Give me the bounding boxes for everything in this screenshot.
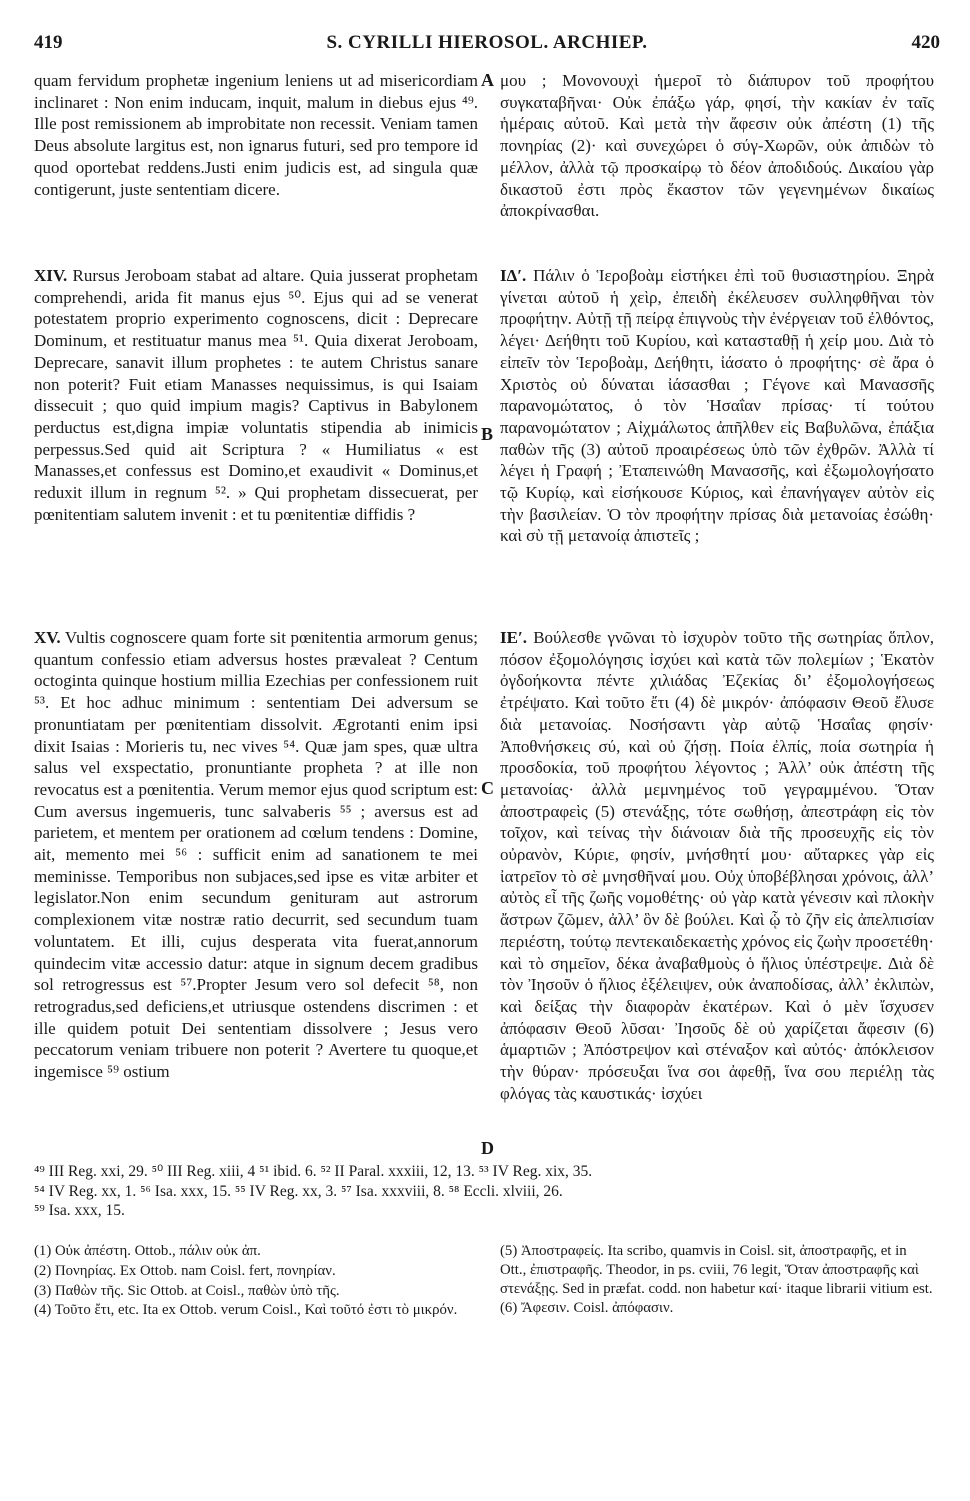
critical-notes-right xyxy=(500,1242,934,1318)
section-number: ΙΕʹ. xyxy=(500,628,527,647)
section-number: ΙΔʹ. xyxy=(500,266,527,285)
latin-paragraph: XIV. Rursus Jeroboam stabat ad altare. Quia jusserat prophetam comprehendi, arida fit manus ejus ⁵⁰. Ejus qui ad se venerat potestatem proprio experimento cognoscens, dicit : Deprecare Dominum, et restituatur manus mea ⁵¹. Quia dixerat Jeroboam, Deprecare, sanavit illum prophetes : te autem Christus sanare non poterit? Fuit etiam Manasses nequissimus, is qui Isaiam dissecuit ; quo quid impium magis? Captivus in Babylonem perductus est,digna impiæ voluntatis stipendia ab inimicis perpessus.Sed quid ait Scriptura ? « Humiliatus « est Manasses,et confessus est Domino,et exaudivit « Dominus,et reduxit illum in regnum ⁵². » Qui prophetam dissecuerat, per pœnitentiam salutem invenit : et tu pœnitentiæ diffidis ? xyxy=(34,266,479,524)
section-number: XV. xyxy=(34,628,61,647)
margin-letter-a: A xyxy=(481,70,494,90)
critical-note: (6) Ἄφεσιν. Coisl. ἀπόφασιν. xyxy=(500,1300,674,1317)
reference-line: ⁵⁴ IV Reg. xx, 1. ⁵⁶ Isa. xxx, 15. ⁵⁵ IV Reg. xx, 3. ⁵⁷ Isa. xxxviii, 8. ⁵⁸ Eccli. xlviii, 26. xyxy=(34,1182,563,1200)
reference-line: ⁵⁹ Isa. xxx, 15. xyxy=(34,1202,125,1219)
greek-section-14 xyxy=(500,265,934,547)
greek-paragraph: μου ; Μονονουχὶ ἡμεροῖ τὸ διάπυρον τοῦ προφήτου συγκαταβῆναι· Οὐκ ἐπάξω γάρ, φησί, τὴν κακίαν ἐν ταῖς ἡμέραις αὐτοῦ. Καὶ μετὰ τὴν ἄφεσιν οὐκ ἀπέστη (1) τῆς πονηρίας (2)· καὶ συνεχώρει ὁ σύγ-Χωρῶν, οὐκ ἀπιδὼν τὸ μέλλον, ἀλλὰ τῷ προσκαίρῳ τὸ δέον ἀποδιδούς. Δικαίου γὰρ δικαστοῦ ἐστι πρὸς ἕκαστον τῶν γεγενημένων δικαίως ἀποκρίνασθαι. xyxy=(500,71,934,221)
running-title: S. CYRILLI HIEROSOL. ARCHIEP. xyxy=(326,32,648,53)
latin-section-15 xyxy=(34,627,478,1083)
margin-letter-c: C xyxy=(481,778,494,798)
greek-paragraph: ΙΕʹ. Βούλεσθε γνῶναι τὸ ἰσχυρὸν τοῦτο τῆς σωτηρίας ὅπλον, πόσον ἐξομολόγησις ἰσχύει καὶ κατὰ τῶν πολεμίων ; Ἑκατὸν ὀγδοήκοντα πέντε χιλιάδας Ἐζεκίας δι’ ἐξομολογήσεως ἐτρέψατο. Καὶ τοῦτο ἔτι (4) δὲ μικρόν· ἀπόφασιν Θεοῦ ἔλυσε διὰ μετανοίας. Νοσήσαντι γὰρ αὐτῷ Ἡσαΐας φησίν· Ἀποθνήσκεις σύ, καὶ οὐ ζήσῃ. Ποία ἐλπίς, ποία σωτηρία ἡ προσδοκία, τοῦ προφήτου λέγοντος ; Ἀλλ’ οὐκ ἀπέστη τῆς μετανοίας· ἀλλὰ μεμνημένος τοῦ γεγραμμένου. Ὅταν ἀποστραφεὶς (5) στενάξῃς, τότε σωθήσῃ, ἀπεστράφη εἰς τὸν τοῖχον, καὶ τείνας τὴν διάνοιαν διὰ τῆς προσευχῆς εἰς τὸν οὐρανὸν, Κύριε, φησίν, μνήσθητί μου· αὔταρκες γὰρ εἰς ἰατρεῖον τὸ σὲ μνησθῆναί μου. Οὐχ ὑποβέβλησαι χρόνοις, ἀλλ’ αὐτὸς εἶ τῆς ζωῆς νομοθέτης· οὐ γὰρ κατὰ γένεσιν καὶ πλοκὴν ἄστρων ζῶμεν, ἀλλ’ ὃν δὲ βούλει. Καὶ ᾧ τὸ ζῆν εἰς ἀπελπισίαν περιέστη, τούτῳ πεντεκαιδεκαετὴς χρόνος εἰς ζωὴν προσετέθη· καὶ τὸ σημεῖον, δέκα ἀναβαθμοὺς ὁ ἥλιος ὑπέστρεψε. Διὰ δὲ τὸν Ἰησοῦν ὁ ἥλιος ἐξέλειψεν, οὐκ ἀναποδίσας, ἀλλ’ ἐκλιπὼν, καὶ δείξας τὴν διαφορὰν ἑκατέρων. Καὶ ὁ μὲν ἴσχυσεν ἀπόφασιν Θεοῦ λῦσαι· Ἰησοῦς δὲ οὐ χαρίζεται ἄφεσιν (6) ἁμαρτιῶν ; Ἀπόστρεψον καὶ στέναξον καὶ αὐτός· ἀπόκλεισον τὴν θύραν· πρόσευξαι ἵνα σοι ἀφεθῇ, ἵνα σου περιέλῃ τὰς φλόγας τὰς καυστικάς· ἰσχύει xyxy=(500,628,934,1103)
greek-paragraph: ΙΔʹ. Πάλιν ὁ Ἱεροβοὰμ εἱστήκει ἐπὶ τοῦ θυσιαστηρίου. Ξηρὰ γίνεται αὐτοῦ ἡ χεὶρ, ἐπειδὴ ἐκέλευσεν συλληφθῆναι τὸν προφήτην. Αὐτῇ τῇ πείρᾳ ἐπιγνοὺς τὴν ἐνέργειαν τοῦ ἐλθόντος, λέγει· Δεήθητι τοῦ Κυρίου, καὶ κατασταθῇ ἡ χείρ μου. Διὰ τὸ εἰπεῖν τὸν Ἱεροβοὰμ, Δεήθητι, ἰάσατο ὁ προφήτης· σὲ ἄρα ὁ Χριστὸς οὐ δύναται ἰάσασθαι ; Γέγονε καὶ Μανασσῆς παρανομώτατος, ὁ τὸν Ἡσαΐαν πρίσας· τί τούτου παρανομώτατον ; Αἰχμάλωτος ἀπῆλθεν εἰς Βαβυλῶνα, ἐπάξια παθὼν τῆς (3) αὐτοῦ προαιρέσεως ὑπὸ τῶν ἐχθρῶν. Ἀλλὰ τί λέγει ἡ Γραφή ; Ἐταπεινώθη Μανασσῆς, καὶ ἐξωμολογήσατο τῷ Κυρίῳ, καὶ εἰσήκουσε Κύριος, καὶ ἐπανήγαγεν αὐτὸν εἰς τὴν βασιλείαν. Ὁ τὸν προφήτην πρίσας διὰ μετανοίας ἐσώθη· καὶ σὺ τῇ μετανοίᾳ ἀπιστεῖς ; xyxy=(500,266,934,546)
critical-notes-left xyxy=(34,1242,464,1320)
critical-note: (4) Τοῦτο ἔτι, etc. Ita ex Ottob. verum Coisl., Καὶ τοῦτό ἐστι τὸ μικρόν. xyxy=(34,1302,458,1319)
margin-letter-d: D xyxy=(481,1138,494,1158)
greek-section-1 xyxy=(500,70,934,222)
page-number-left: 419 xyxy=(34,32,63,53)
greek-section-15 xyxy=(500,627,934,1104)
critical-note: (2) Πονηρίας. Ex Ottob. nam Coisl. fert, πονηρίαν. xyxy=(34,1262,336,1279)
scripture-references xyxy=(34,1162,936,1221)
latin-paragraph: quam fervidum prophetæ ingenium leniens ut ad misericordiam inclinaret : Non enim inducam, inquit, malum in diebus ejus ⁴⁹. Ille post remissionem ab improbitate non recessit. Veniam tamen Deus absolute largitus est, non ignarus futuri, sed pro tempore id quod oportebat reddens.Justi enim judicis est, ad singula quæ contigerunt, juste sententiam dicere. xyxy=(34,71,478,199)
latin-paragraph: XV. Vultis cognoscere quam forte sit pœnitentia armorum genus; quantum confessio etiam adversus hostes prævaleat ? Centum octoginta quinque hostium millia Ezechias per confessionem ruit ⁵³. Et hoc adhuc minimum : sententiam Dei adversum se pronuntiatam per pœnitentiam dissolvit. Ægrotanti enim ipsi dixit Isaias : Morieris tu, nec vives ⁵⁴. Quæ jam spes, quæ ultra salus vel exspectatio, pronuntiante propheta ? at ille non revocatus est a pœnitentia. Verum memor ejus quod scriptum est: Cum aversus ingemueris, tunc salvaberis ⁵⁵ ; aversus est ad parietem, et mentem per orationem ad cœlum tendens : Domine, ait, memento mei ⁵⁶ : sufficit enim ad sanationem te mei meminisse. Temporibus non subjaces,sed ipse es vitæ arbiter et legislator.Non enim secundum genituram aut astrorum complexionem vitæ nostræ ratio decurrit, sed secundum tuam voluntatem. Et illi, cujus desperata vita fuerat,annorum quindecim vitæ accessio datur: atque in signum decem gradibus sol retrogressus est ⁵⁷.Propter Jesum vero sol defecit ⁵⁸, non retrogradus,sed deficiens,et utriusque ostendens discrimen : et ille quidem potuit Dei sententiam dissolvere ; Jesus vero peccatorum veniam tribuere non poterit ? Avertere tu quoque,et ingemisce ⁵⁹ ostium xyxy=(34,628,478,1082)
page-number-right: 420 xyxy=(911,32,940,53)
section-number: XIV. xyxy=(34,266,68,285)
critical-note: (1) Οὐκ ἀπέστη. Ottob., πάλιν οὐκ ἀπ. xyxy=(34,1243,261,1259)
critical-note: (5) Ἀποστραφείς. Ita scribo, quamvis in Coisl. sit, ἀποστραφῆς, et in Ott., ἐπιστραφῆς. Theodor, in ps. cviii, 76 legit, Ὅταν ἀποστραφῆς καὶ στενάξῃς. Sed in præfat. codd. non habetur καί· itaque librarii vitium est. xyxy=(500,1243,933,1297)
running-header xyxy=(34,32,940,60)
latin-section-1 xyxy=(34,70,478,200)
latin-section-14 xyxy=(34,265,478,525)
reference-line: ⁴⁹ III Reg. xxi, 29. ⁵⁰ III Reg. xiii, 4 ⁵¹ ibid. 6. ⁵² II Paral. xxxiii, 12, 13. ⁵³ IV Reg. xix, 35. xyxy=(34,1163,593,1180)
critical-note: (3) Παθὼν τῆς. Sic Ottob. at Coisl., παθὼν ὑπὸ τῆς. xyxy=(34,1282,340,1299)
margin-letter-b: B xyxy=(481,424,494,444)
